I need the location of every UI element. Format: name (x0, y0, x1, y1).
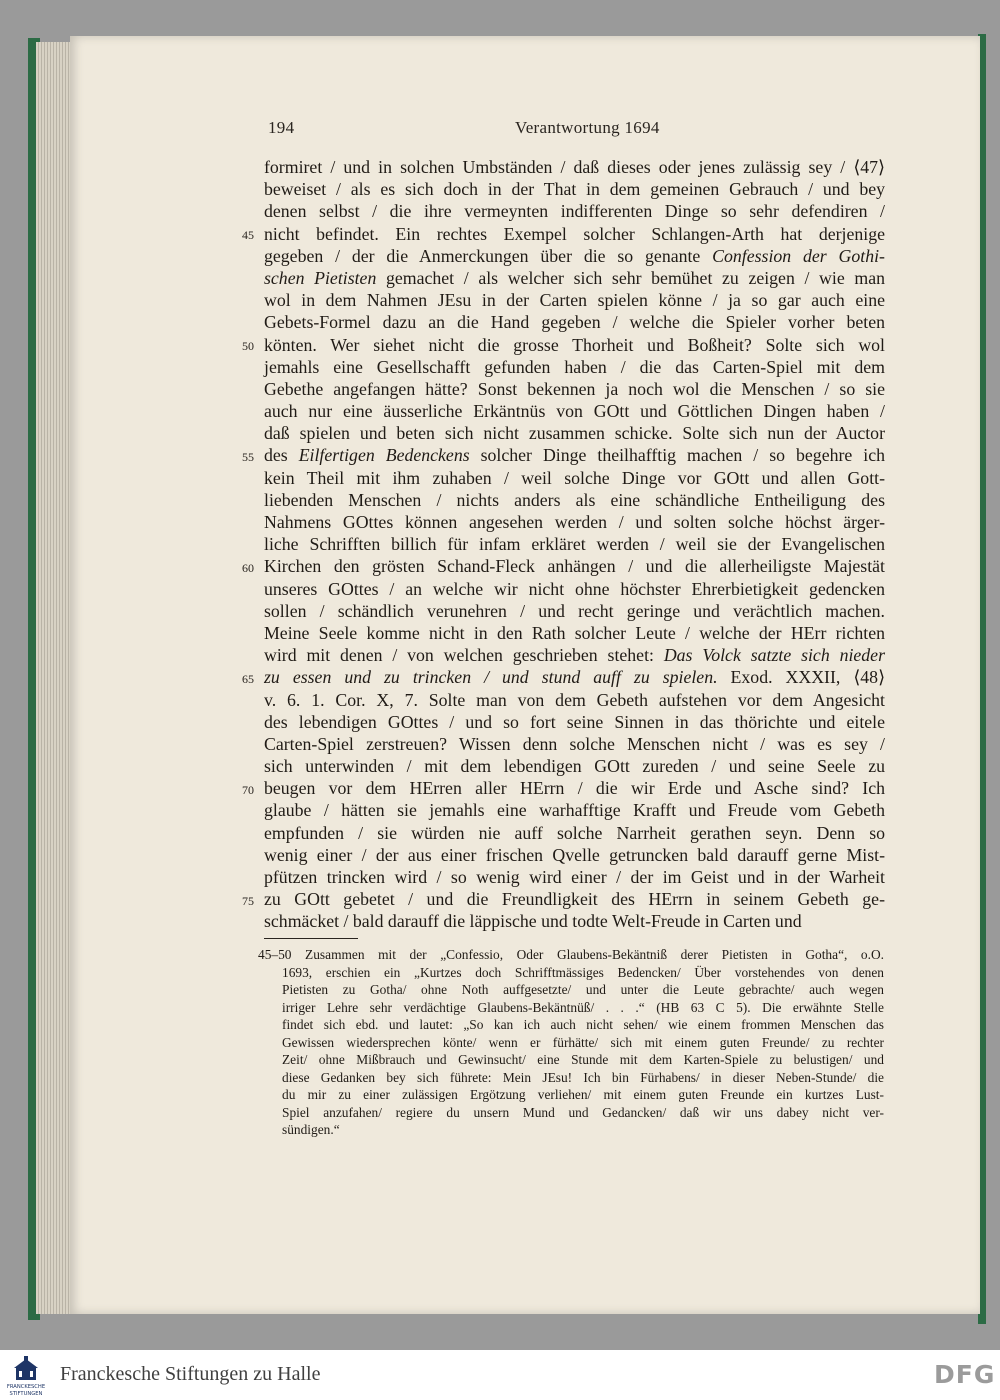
line-number: 45 (242, 227, 254, 242)
logo-text-1: FRANCKESCHE (6, 1384, 46, 1390)
text-line: Nahmens GOttes können angesehen werden / und solten solche höchst ärger- (264, 512, 885, 532)
text-line: zu GOtt gebetet / und die Freundligkeit des HErrn in seinem Gebeth ge- (264, 889, 885, 910)
footnote-line: 45–50 Zusammen mit der „Confessio, Oder Glaubens-Bekäntniß derer Pietisten in Gotha“, o.O. (258, 947, 884, 962)
text-line: wird mit denen / von welchen geschrieben stehet: Das Volck satzte sich nieder (264, 645, 885, 666)
text-line: des Eilfertigen Bedenckens solcher Dinge theilhafftig machen / so begehre ich (264, 445, 885, 466)
text-line: empfunden / sie würden nie auff solche Narrheit gerathen seyn. Denn so (264, 822, 885, 843)
running-head: Verantwortung 1694 (515, 118, 660, 137)
footnote-line: du mir zu einer zulässigen Ergötzung verliehen/ mit einem guten Freunde ein kurtzes Lust- (282, 1087, 884, 1102)
text-line: jemahls eine Gesellschafft gefunden haben / die das Carten-Spiel mit dem (264, 356, 885, 377)
text-line: beweiset / als es sich doch in der That in dem gemeinen Gebrauch / und bey (264, 179, 885, 200)
text-line: unseres GOttes / an welche wir nicht ohne höchster Ehrerbietigkeit gedencken (264, 578, 885, 599)
line-number: 60 (242, 560, 254, 575)
text-line: zu essen und zu trincken / und stund auff zu spielen. Exod. XXXII, ⟨48⟩ (264, 667, 886, 688)
text-line: daß spielen und beten sich nicht zusammen schicke. Solte sich nun der Auctor (264, 423, 885, 444)
footnotes (258, 946, 884, 1139)
text-line: Kirchen den grösten Schand-Fleck anhängen / und die allerheiligste Majestät (264, 556, 885, 577)
line-number: 65 (242, 671, 254, 686)
footnote-line: sündigen.“ (282, 1122, 340, 1137)
text-line: schen Pietisten gemachet / als welcher sich sehr bemühet zu zeigen / wie man (264, 267, 885, 288)
text-line: könten. Wer siehet nicht die grosse Thorheit und Boßheit? Solte sich wol (264, 334, 885, 355)
text-line: Gebethe angefangen hätte? Sonst bekennen ja noch wol die Menschen / so sie (264, 378, 885, 399)
text-line: nicht befindet. Ein rechtes Exempel solcher Schlangen-Arth hat derjenige (264, 223, 885, 244)
logo-text-2: STIFTUNGEN (9, 1391, 43, 1397)
line-number: 75 (242, 893, 254, 908)
line-number: 50 (242, 338, 254, 353)
text-line: sich unterwinden / mit dem lebendigen GOtt zureden / und seine Seele zu (264, 756, 885, 777)
text-line: Meine Seele komme nicht in den Rath solcher Leute / welche der HErr richten (264, 622, 885, 643)
text-line: wenig einer / der aus einer frischen Qvelle getruncken bald darauff gerne Mist- (264, 844, 885, 865)
text-line: des lebendigen GOttes / und so fort seine Sinnen in das thörichte und eitele (264, 711, 885, 732)
line-number: 55 (242, 449, 254, 464)
footnote-line: Zeit/ ohne Mißbrauch und Gewinsucht/ eine Stunde mit dem Karten-Spiele zu belustigen/ und (282, 1052, 884, 1067)
footnote-line: Spiel anzufahen/ regiere du unsern Mund und Gedancken/ daß wir uns dabey nicht ver- (282, 1104, 884, 1120)
text-line: liche Schrifften billich für infam erkläret werden / weil sie der Evangelischen (264, 534, 885, 555)
body-text (264, 156, 885, 933)
dfg-logo: DFG (934, 1360, 996, 1389)
footnote-line: Pietisten zu Gotha/ ohne Noth auffgesetzte/ und unter die Leute gebrachte/ auch wegen (282, 982, 884, 997)
text-line: kein Theil mit ihm zuhaben / weil solche Dinge vor GOtt und allen Gott- (264, 467, 885, 488)
text-line: liebenden Menschen / nichts anders als eine schändliche Entheiligung des (264, 489, 885, 510)
text-line: Gebets-Formel dazu an die Hand gegeben / welche die Spieler vorher beten (264, 312, 885, 333)
text-line: wol in dem Nahmen JEsu in der Carten spielen könne / ja so gar auch eine (264, 290, 885, 311)
page-number: 194 (268, 118, 295, 137)
text-line: formiret / und in solchen Umbständen / daß dieses oder jenes zulässig sey / ⟨47⟩ (264, 157, 885, 177)
text-line: Carten-Spiel zerstreuen? Wissen denn solche Menschen nicht / was es sey / (264, 733, 885, 754)
text-line: schmäcket / bald darauff die läppische und todte Welt-Freude in Carten und (264, 911, 802, 932)
footnote-line: irriger Lehre sehr verdächtige Glaubens-Bekäntnüß/ . . .“ (HB 63 C 5). Die erwähnte Stelle (282, 999, 884, 1015)
footnote-line: 1693, erschien ein „Kurtzes doch Schrifftmässiges Bedencken/ Über vorstehendes von denen (282, 964, 884, 980)
text-line: denen selbst / die ihre vermeynten indifferenten Dinge so sehr defendiren / (264, 201, 885, 222)
text-line: beugen vor dem HErren aller HErrn / die wir Erde und Asche sind? Ich (264, 778, 885, 799)
text-line: auch nur eine äusserliche Erkäntnüs von GOtt und Göttlichen Dingen haben / (264, 401, 885, 422)
footnote-line: findet sich ebd. und lautet: „So kan ich auch nicht sehen/ wie einem frommen Menschen das (282, 1017, 884, 1032)
footnote-rule (264, 938, 358, 939)
text-line: pfützen trincken wird / so wenig wird einer / der im Geist und in der Warheit (264, 867, 885, 887)
footnote-line: diese Gedanken bey sich führete: Mein JEsu! Ich bin Fürhabens/ in dieser Neben-Stunde/ die (282, 1069, 884, 1085)
foundation-name[interactable]: Franckesche Stiftungen zu Halle (60, 1363, 321, 1385)
line-number: 70 (242, 782, 254, 797)
text-line: v. 6. 1. Cor. X, 7. Solte man von dem Gebeth aufstehen vor dem Angesicht (264, 689, 885, 710)
text-line: sollen / schändlich verunehren / und recht geringe und verächtlich machen. (264, 600, 885, 621)
text-line: glaube / hätten sie jemahls eine warhafftige Krafft und Freude vom Gebeth (264, 800, 885, 821)
footnote-line: Gewissen wiedersprechen könte/ wenn er fürhätte/ sich mit einem guten Freunde/ zu rechter (282, 1034, 884, 1050)
text-line: gegeben / der die Anmerckungen über die so genante Confession der Gothi- (264, 245, 885, 266)
foundation-logo (6, 1354, 46, 1398)
